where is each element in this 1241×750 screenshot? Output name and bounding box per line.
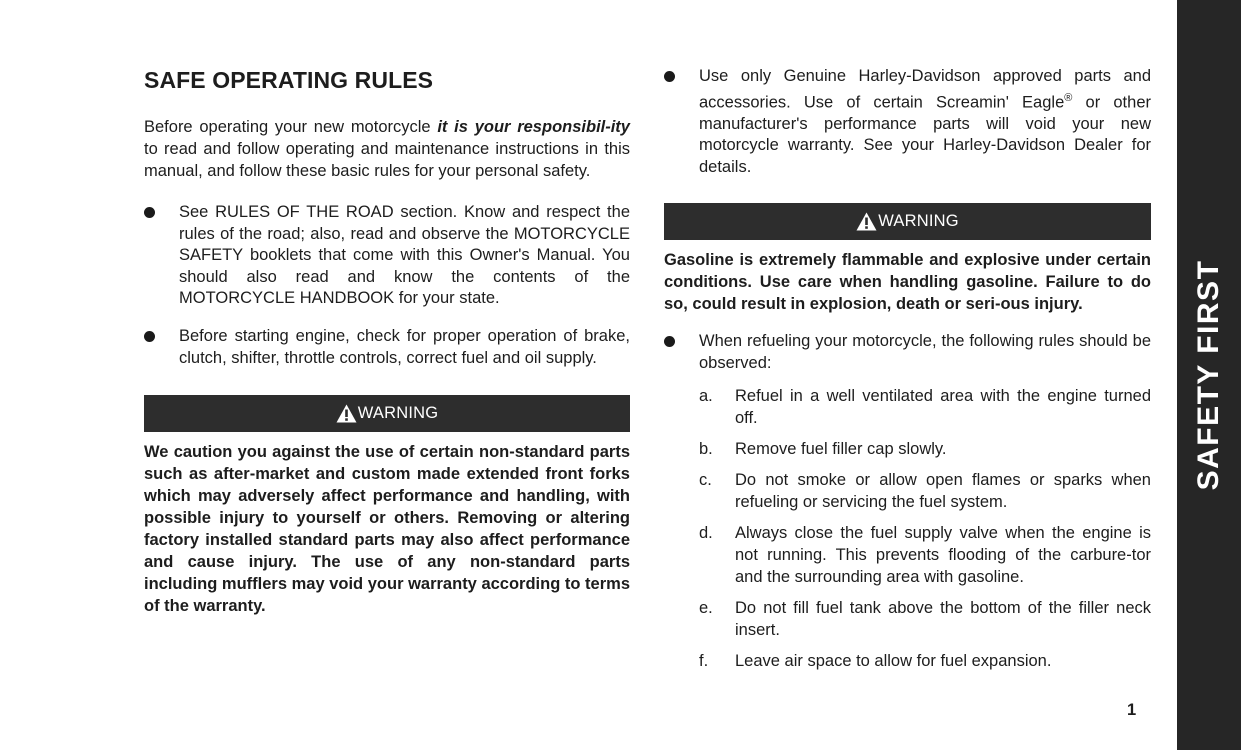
warning-triangle-icon <box>856 212 877 231</box>
rule-text: Do not fill fuel tank above the bottom of the filler neck insert. <box>735 598 1151 639</box>
warning-banner <box>664 203 1151 240</box>
warning-triangle-icon <box>336 404 357 423</box>
rule-text: Refuel in a well ventilated area with the engine turned off. <box>735 386 1151 427</box>
list-item <box>664 522 1151 588</box>
refuel-list <box>664 331 1151 374</box>
right-column <box>664 66 1151 681</box>
right-bullet-list <box>664 66 1151 178</box>
list-item <box>144 326 630 369</box>
rule-text: Do not smoke or allow open flames or sparks when refueling or servicing the fuel system. <box>735 470 1151 511</box>
intro-text-start: Before operating your new motorcycle <box>144 118 438 136</box>
bullet-icon <box>144 207 155 218</box>
rule-text: Remove fuel filler cap slowly. <box>735 439 947 458</box>
warning-label: WARNING <box>357 404 439 423</box>
bullet-text: When refueling your motorcycle, the following rules should be observed: <box>699 332 1151 373</box>
bullet-icon <box>144 331 155 342</box>
rule-letter: b. <box>699 439 713 458</box>
warning-text: Gasoline is extremely flammable and explosive under certain conditions. Use care when handling gasoline. Failure to do so, could result in explosion, death or seri-ous injury. <box>664 251 1151 314</box>
warning-banner <box>144 395 630 432</box>
rule-letter: e. <box>699 598 713 617</box>
refuel-rules <box>664 385 1151 672</box>
left-column <box>144 66 630 617</box>
bullet-text-start: Use only Genuine Harley-Davidson approved parts and accessories. Use of certain Screamin' Eagle <box>699 67 1151 112</box>
intro-emphasis: it is your responsibil-ity <box>437 118 630 136</box>
warning-label: WARNING <box>878 212 959 231</box>
rule-text: Leave air space to allow for fuel expansion. <box>735 651 1052 670</box>
intro-text-end: to read and follow operating and maintenance instructions in this manual, and follow these basic rules for your personal safety. <box>144 140 630 180</box>
bullet-text: Before starting engine, check for proper operation of brake, clutch, shifter, throttle controls, correct fuel and oil supply. <box>179 326 630 367</box>
list-item <box>144 202 630 310</box>
left-bullet-list <box>144 202 630 369</box>
intro-paragraph <box>144 116 630 182</box>
rule-letter: f. <box>699 651 709 670</box>
bullet-text-end: or other manufacturer's performance parts will void your new motorcycle warranty. See your Harley-Davidson Dealer for details. <box>699 93 1151 176</box>
list-item <box>664 469 1151 513</box>
rule-letter: a. <box>699 386 713 405</box>
rule-letter: d. <box>699 523 713 542</box>
side-tab-label: SAFETY FIRST <box>1192 259 1225 491</box>
list-item <box>664 66 1151 178</box>
list-item <box>664 331 1151 374</box>
page-number: 1 <box>1127 701 1137 719</box>
bullet-icon <box>664 71 675 82</box>
registered-mark: ® <box>1064 91 1073 104</box>
warning-text: We caution you against the use of certain non-standard parts such as after-market and custom made extended front forks which may adversely affect performance and handling, with possible injury to yourself or others. Removing or altering factory installed standard parts may also affect performance and cause injury. The use of any non-standard parts including mufflers may void your warranty according to terms of the warranty. <box>144 443 630 616</box>
rule-letter: c. <box>699 470 712 489</box>
list-item <box>664 385 1151 429</box>
section-side-tab <box>1177 0 1241 750</box>
list-item <box>664 650 1151 672</box>
page-title: SAFE OPERATING RULES <box>144 67 434 93</box>
bullet-text: See RULES OF THE ROAD section. Know and respect the rules of the road; also, read and observe the MOTORCYCLE SAFETY booklets that come with this Owner's Manual. You should also read and know the contents of the MOTORCYCLE HANDBOOK for your state. <box>179 203 630 308</box>
list-item <box>664 597 1151 641</box>
list-item <box>664 438 1151 460</box>
rule-text: Always close the fuel supply valve when the engine is not running. This prevents flooding of the carbure-tor and the surrounding area with gasoline. <box>735 523 1151 586</box>
bullet-icon <box>664 336 675 347</box>
